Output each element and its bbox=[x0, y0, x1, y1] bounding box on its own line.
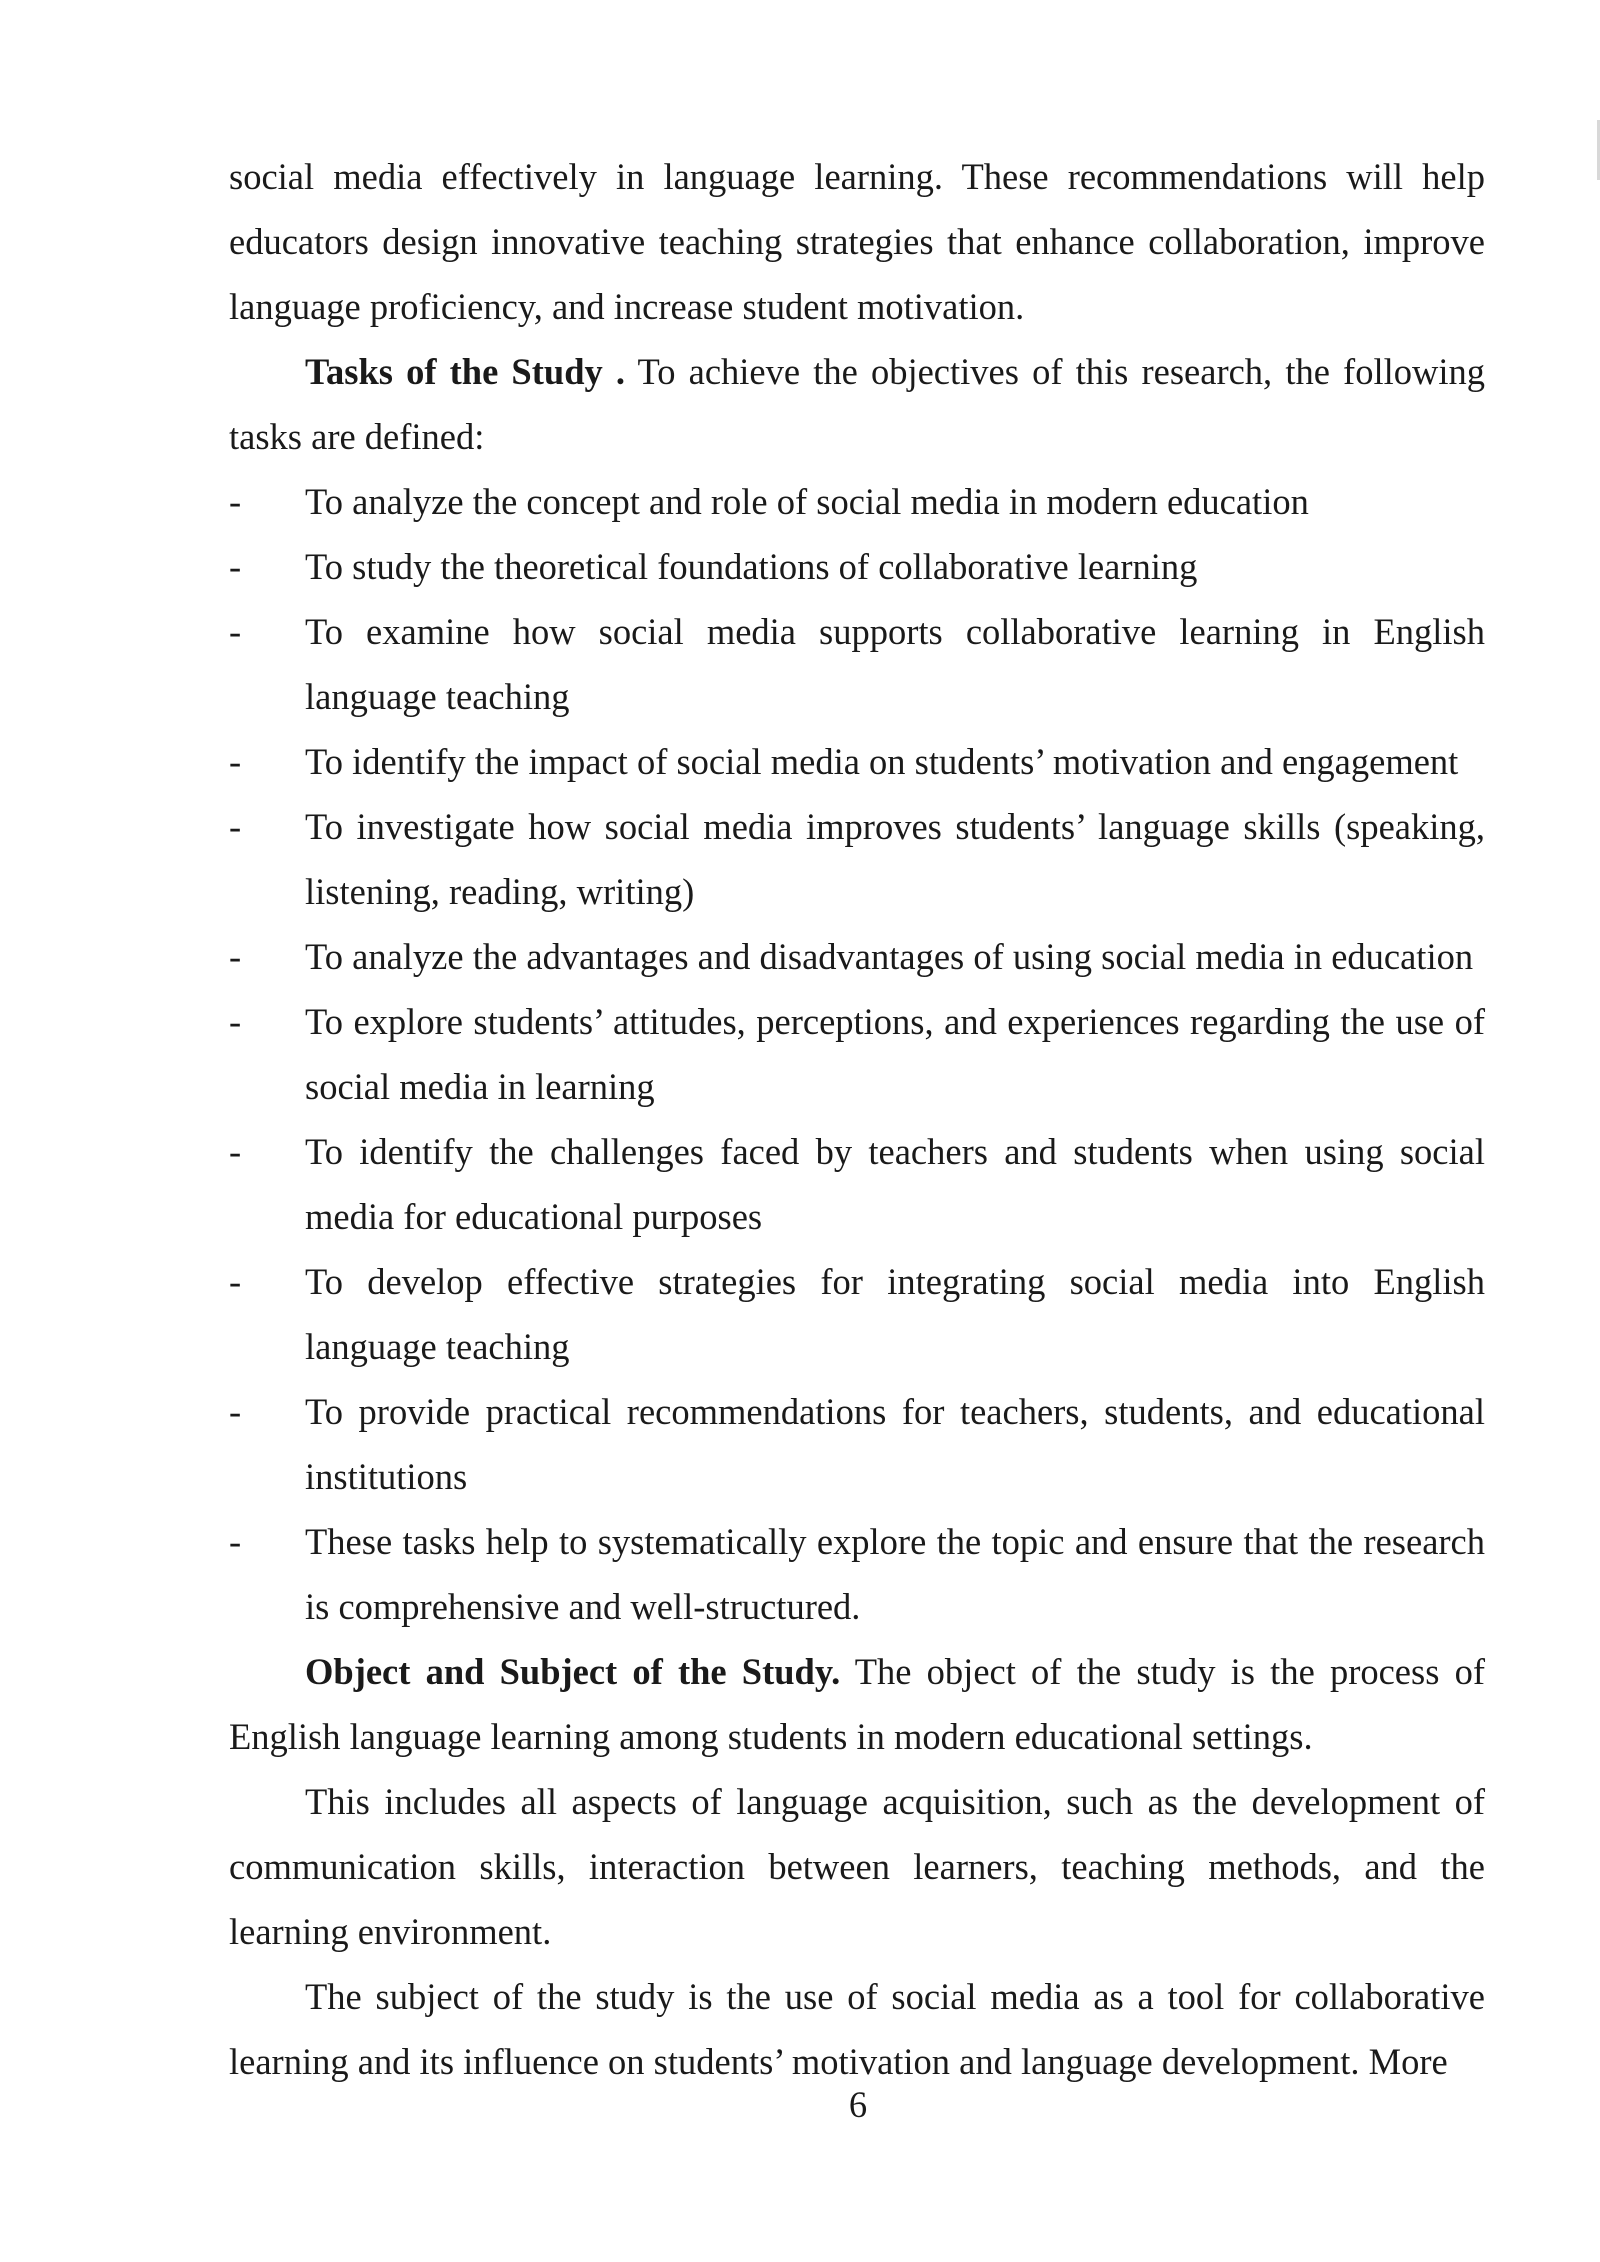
tasks-paragraph bbox=[229, 339, 1485, 469]
task-item bbox=[229, 729, 1485, 794]
object-heading: Object and Subject of the Study. bbox=[305, 1651, 841, 1692]
object-text: The object of the study is the process of English language learning among students in modern educational settings. bbox=[229, 1651, 1485, 1757]
bullet-dash: - bbox=[229, 1001, 242, 1042]
task-text: To analyze the advantages and disadvantages of using social media in education bbox=[305, 936, 1474, 977]
bullet-dash: - bbox=[229, 936, 242, 977]
includes-paragraph: This includes all aspects of language acquisition, such as the development of communication skills, interaction between learners, teaching methods, and the learning environment. bbox=[229, 1781, 1485, 1952]
task-text: To develop effective strategies for integrating social media into English language teaching bbox=[305, 1261, 1485, 1367]
bullet-dash: - bbox=[229, 481, 242, 522]
bullet-dash: - bbox=[229, 741, 242, 782]
task-text: To analyze the concept and role of social media in modern education bbox=[305, 481, 1309, 522]
task-text: To examine how social media supports collaborative learning in English language teaching bbox=[305, 611, 1485, 717]
task-item bbox=[229, 1119, 1485, 1249]
task-item bbox=[229, 1379, 1485, 1509]
intro-paragraph: social media effectively in language learning. These recommendations will help educators design innovative teaching strategies that enhance collaboration, improve language proficiency, and increase student motivation. bbox=[229, 156, 1485, 327]
page-body bbox=[229, 144, 1485, 2094]
task-item bbox=[229, 469, 1485, 534]
task-item bbox=[229, 989, 1485, 1119]
task-item bbox=[229, 599, 1485, 729]
subject-paragraph: The subject of the study is the use of social media as a tool for collaborative learning and its influence on students’ motivation and language development. More bbox=[229, 1976, 1485, 2082]
task-item bbox=[229, 1509, 1485, 1639]
bullet-dash: - bbox=[229, 1391, 242, 1432]
bullet-dash: - bbox=[229, 806, 242, 847]
task-text: To identify the impact of social media on students’ motivation and engagement bbox=[305, 741, 1459, 782]
task-text: These tasks help to systematically explore the topic and ensure that the research is comprehensive and well-structured. bbox=[305, 1521, 1485, 1627]
task-item bbox=[229, 1249, 1485, 1379]
tasks-list bbox=[229, 469, 1485, 1639]
bullet-dash: - bbox=[229, 1521, 242, 1562]
task-item bbox=[229, 534, 1485, 599]
task-text: To provide practical recommendations for teachers, students, and educational institutions bbox=[305, 1391, 1485, 1497]
bullet-dash: - bbox=[229, 546, 242, 587]
object-paragraph bbox=[229, 1639, 1485, 1769]
task-text: To investigate how social media improves students’ language skills (speaking, listening, reading, writing) bbox=[305, 806, 1485, 912]
task-text: To explore students’ attitudes, perceptions, and experiences regarding the use of social media in learning bbox=[305, 1001, 1485, 1107]
bullet-dash: - bbox=[229, 611, 242, 652]
task-text: To identify the challenges faced by teachers and students when using social media for educational purposes bbox=[305, 1131, 1485, 1237]
tasks-intro: To achieve the objectives of this research, the following tasks are defined: bbox=[229, 351, 1485, 457]
bullet-dash: - bbox=[229, 1131, 242, 1172]
tasks-heading: Tasks of the Study . bbox=[305, 351, 626, 392]
task-text: To study the theoretical foundations of collaborative learning bbox=[305, 546, 1198, 587]
task-item bbox=[229, 794, 1485, 924]
page-number: 6 bbox=[848, 2084, 868, 2125]
bullet-dash: - bbox=[229, 1261, 242, 1302]
task-item bbox=[229, 924, 1485, 989]
